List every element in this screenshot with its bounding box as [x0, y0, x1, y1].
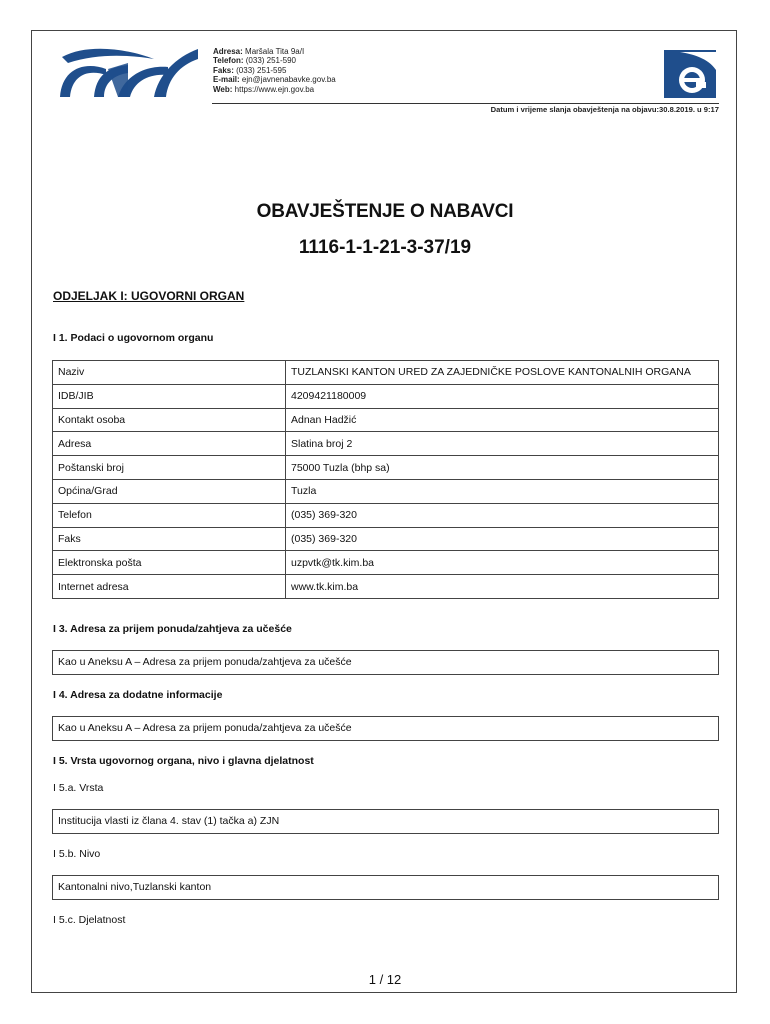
contact-label: Web: — [213, 84, 233, 94]
table-key: Poštanski broj — [53, 456, 286, 480]
e-logo — [662, 48, 718, 100]
table-value: Adnan Hadžić — [286, 408, 719, 432]
table-value: Tuzla — [286, 479, 719, 503]
table-key: Kontakt osoba — [53, 408, 286, 432]
table-row — [53, 527, 719, 551]
table-value: TUZLANSKI KANTON URED ZA ZAJEDNIČKE POSLOVE KANTONALNIH ORGANA — [286, 361, 719, 385]
i5b-label: I 5.b. Nivo — [53, 848, 101, 860]
subsection-i1-heading: I 1. Podaci o ugovornom organu — [53, 332, 214, 344]
contact-value: https://www.ejn.gov.ba — [234, 84, 315, 94]
i4-value-box: Kao u Aneksu A – Adresa za prijem ponuda/zahtjeva za učešće — [52, 716, 719, 741]
contact-label: E-mail: — [213, 75, 240, 85]
i5a-label: I 5.a. Vrsta — [53, 782, 104, 794]
header-rule — [212, 103, 719, 104]
i3-value-box: Kao u Aneksu A – Adresa za prijem ponuda/zahtjeva za učešće — [52, 650, 719, 675]
table-key: Adresa — [53, 432, 286, 456]
subsection-i3-heading: I 3. Adresa za prijem ponuda/zahtjeva za učešće — [53, 623, 292, 635]
contact-value: ejn@javnenabavke.gov.ba — [241, 75, 336, 85]
table-row — [53, 575, 719, 599]
table-value: (035) 369-320 — [286, 503, 719, 527]
table-row — [53, 479, 719, 503]
subsection-i4-heading: I 4. Adresa za dodatne informacije — [53, 689, 223, 701]
i5b-value-box: Kantonalni nivo,Tuzlanski kanton — [52, 875, 719, 900]
table-row — [53, 408, 719, 432]
table-value: 4209421180009 — [286, 384, 719, 408]
contact-label: Faks: — [213, 65, 234, 75]
table-key: Faks — [53, 527, 286, 551]
table-row — [53, 384, 719, 408]
contact-value: (033) 251-595 — [236, 65, 287, 75]
submission-datetime: Datum i vrijeme slanja obavještenja na objavu:30.8.2019. u 9:17 — [490, 105, 719, 114]
contracting-authority-table — [52, 360, 719, 599]
table-value: uzpvtk@tk.kim.ba — [286, 551, 719, 575]
contact-value: (033) 251-590 — [245, 56, 297, 66]
table-key: Elektronska pošta — [53, 551, 286, 575]
table-value: Slatina broj 2 — [286, 432, 719, 456]
subsection-i5-heading: I 5. Vrsta ugovornog organa, nivo i glavna djelatnost — [53, 755, 314, 767]
table-row — [53, 503, 719, 527]
i5c-label: I 5.c. Djelatnost — [53, 914, 126, 926]
table-value: 75000 Tuzla (bhp sa) — [286, 456, 719, 480]
contact-block — [213, 47, 336, 94]
table-value: www.tk.kim.ba — [286, 575, 719, 599]
document-number: 1116-1-1-21-3-37/19 — [298, 237, 472, 258]
contact-value: Maršala Tita 9a/I — [245, 47, 305, 56]
table-row — [53, 456, 719, 480]
document-title: OBAVJEŠTENJE O NABAVCI — [256, 201, 514, 222]
table-value: (035) 369-320 — [286, 527, 719, 551]
table-key: IDB/JIB — [53, 384, 286, 408]
page-number: 1 / 12 — [368, 972, 402, 987]
table-key: Naziv — [53, 361, 286, 385]
contact-label: Adresa: — [213, 47, 243, 56]
table-key: Telefon — [53, 503, 286, 527]
table-row — [53, 551, 719, 575]
table-key: Internet adresa — [53, 575, 286, 599]
table-key: Općina/Grad — [53, 479, 286, 503]
table-row — [53, 361, 719, 385]
contact-label: Telefon: — [213, 56, 244, 66]
table-row — [53, 432, 719, 456]
ejn-logo — [58, 45, 200, 101]
i5a-value-box: Institucija vlasti iz člana 4. stav (1) tačka a) ZJN — [52, 809, 719, 834]
section-heading: ODJELJAK I: UGOVORNI ORGAN — [53, 289, 245, 303]
